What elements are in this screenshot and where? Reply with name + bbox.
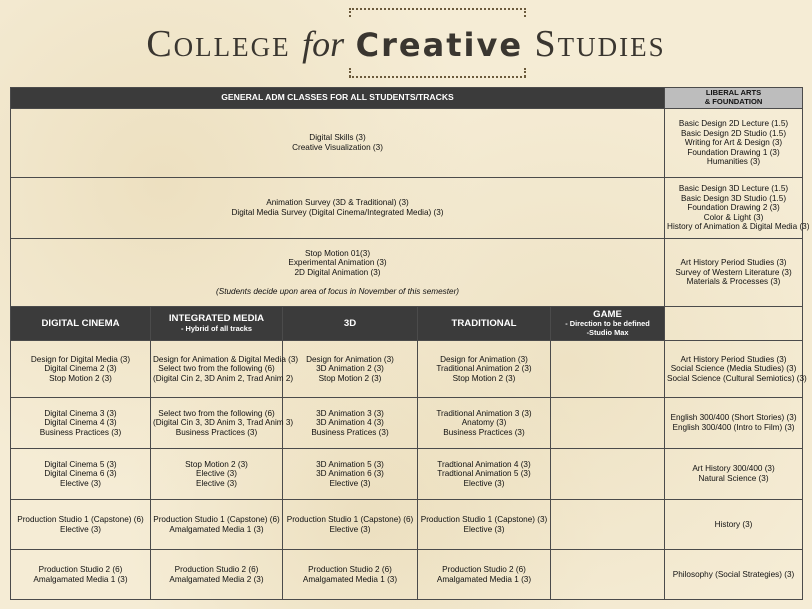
- liberal-arts-header: LIBERAL ARTS & FOUNDATION: [665, 88, 803, 109]
- track-header-3: [418, 307, 551, 341]
- course-line: Business Practices (3): [443, 427, 525, 437]
- course-line: English 300/400 (Intro to Film) (3): [672, 423, 795, 432]
- course-line: Digital Cinema 4 (3): [44, 418, 117, 428]
- track-title: GAME: [593, 308, 622, 320]
- course-line: Digital Cinema 3 (3): [44, 408, 117, 418]
- course-line: Design for Animation & Digital Media (3): [153, 354, 299, 364]
- course-line: Stop Motion 2 (3): [49, 373, 112, 383]
- course-line: Humanities (3): [706, 157, 761, 167]
- liberal-arts-cell: [665, 449, 803, 500]
- course-line: Elective (3): [196, 469, 237, 479]
- page-header: [0, 0, 812, 88]
- course-line: Production Studio 1 (Capstone) (6): [286, 514, 414, 524]
- course-line: Foundation Drawing 2 (3): [687, 203, 780, 213]
- course-line: Elective (3): [463, 478, 505, 488]
- liberal-arts-blank-cell: [665, 307, 803, 341]
- course-line: Digital Skills (3): [309, 133, 366, 143]
- track-row: [11, 550, 803, 600]
- course-line: Experimental Animation (3): [288, 258, 387, 268]
- course-line: Production Studio 2 (6): [174, 564, 259, 574]
- course-line: Tradtional Animation 5 (3): [437, 469, 531, 479]
- course-line: 3D Animation 6 (3): [316, 469, 384, 479]
- course-line: Digital Cinema 5 (3): [44, 459, 117, 469]
- course-line: English 300/400 (Short Stories) (3): [670, 413, 797, 423]
- track-cell: [283, 341, 418, 398]
- course-line: Elective (3): [60, 524, 101, 534]
- track-title: DIGITAL CINEMA: [41, 317, 120, 329]
- title-for: for: [302, 24, 345, 64]
- general-row: [11, 109, 803, 178]
- track-cell: [551, 449, 665, 500]
- track-cell: [151, 449, 283, 500]
- course-line: Creative Visualization (3): [292, 143, 383, 152]
- track-header-0: [11, 307, 151, 341]
- liberal-arts-cell: [665, 550, 803, 600]
- course-line: Business Pratices (3): [311, 427, 389, 437]
- track-header-4: [551, 307, 665, 341]
- course-line: Amalgamated Media 1 (3): [436, 574, 532, 584]
- track-cell: [11, 341, 151, 398]
- course-line: Basic Design 3D Studio (1.5): [680, 193, 787, 203]
- course-line: Select two from the following (6): [158, 408, 275, 418]
- track-cell: [418, 398, 551, 449]
- course-line: Elective (3): [463, 524, 505, 534]
- track-cell: [418, 449, 551, 500]
- track-cell: [551, 500, 665, 550]
- course-line: Basic Design 3D Lecture (1.5): [678, 184, 789, 194]
- course-line: Production Studio 2 (6): [38, 564, 123, 574]
- course-line: Color & Light (3): [703, 212, 764, 222]
- track-cell: [283, 550, 418, 600]
- track-cell: [151, 341, 299, 398]
- liberal-arts-cell: [665, 341, 807, 398]
- track-cell: [11, 449, 151, 500]
- course-line: Basic Design 2D Studio (1.5): [680, 128, 787, 138]
- course-line: Production Studio 1 (Capstone) (6): [17, 514, 144, 524]
- course-line: Art History Period Studies (3): [680, 354, 787, 364]
- track-title: TRADITIONAL: [451, 317, 517, 329]
- track-cell: [283, 500, 418, 550]
- track-subtitle: - Hybrid of all tracks: [180, 323, 253, 333]
- course-line: 3D Animation 4 (3): [316, 418, 384, 428]
- general-classes-cell: [11, 178, 665, 239]
- course-line: Amalgamated Media 1 (3): [302, 574, 398, 584]
- course-line: Social Science (Media Studies) (3): [670, 364, 797, 374]
- course-line: Traditional Animation 3 (3): [436, 408, 532, 418]
- course-line: Production Studio 1 (Capstone) (6): [153, 514, 280, 524]
- title-studies: Studies: [534, 23, 666, 65]
- track-cell: [418, 500, 551, 550]
- course-line: Production Studio 2 (6): [442, 564, 526, 574]
- track-title: 3D: [343, 317, 357, 329]
- track-cell: [551, 341, 665, 398]
- track-cell: [11, 398, 151, 449]
- course-line: Digital Cinema 6 (3): [44, 469, 117, 479]
- course-line: Basic Design 2D Lecture (1.5): [678, 119, 789, 129]
- liberal-arts-cell: [665, 398, 803, 449]
- track-subtitle: -Studio Max: [586, 328, 629, 338]
- track-row: [11, 449, 803, 500]
- track-cell: [283, 449, 418, 500]
- track-row: [11, 341, 803, 398]
- course-line: Amalgamated Media 1 (3): [33, 574, 128, 584]
- track-cell: [151, 550, 283, 600]
- course-line: Foundation Drawing 1 (3): [687, 147, 780, 157]
- title-college: College: [146, 23, 291, 65]
- college-title: [0, 22, 812, 66]
- course-line: 3D Animation 2 (3): [316, 364, 384, 374]
- course-line: Elective (3): [196, 478, 237, 488]
- general-classes-cell: [11, 109, 665, 178]
- curriculum-table: [10, 87, 810, 600]
- track-header-row: [11, 307, 803, 341]
- general-classes-header: GENERAL ADM CLASSES FOR ALL STUDENTS/TRACKS: [11, 88, 665, 109]
- course-line: Business Practices (3): [175, 427, 258, 437]
- course-line: Stop Motion 2 (3): [452, 373, 516, 383]
- course-line: Elective (3): [329, 524, 371, 534]
- course-line: Stop Motion 2 (3): [318, 373, 382, 383]
- course-line: Select two from the following (6): [158, 364, 275, 374]
- course-line: Amalgamated Media 2 (3): [169, 574, 264, 584]
- course-line: Anatomy (3): [461, 418, 507, 428]
- course-line: 2D Digital Animation (3): [294, 268, 381, 277]
- track-cell: [151, 398, 294, 449]
- focus-note: (Students decide upon area of focus in November of this semester): [216, 286, 460, 296]
- course-line: Production Studio 2 (6): [308, 564, 392, 574]
- course-line: Design for Animation (3): [306, 354, 394, 364]
- liberal-arts-cell: [665, 109, 803, 178]
- track-cell: [11, 500, 151, 550]
- course-line: Natural Science (3): [698, 474, 769, 483]
- course-line: 3D Animation 5 (3): [316, 459, 384, 469]
- course-line: Elective (3): [60, 478, 101, 488]
- track-cell: [551, 398, 665, 449]
- course-line: Digital Cinema 2 (3): [44, 364, 117, 374]
- track-cell: [418, 341, 551, 398]
- bottom-dotted-ornament: [349, 68, 526, 80]
- course-line: Design for Animation (3): [440, 354, 528, 364]
- course-line: Stop Motion 2 (3): [185, 459, 248, 469]
- top-dotted-ornament: [349, 6, 526, 18]
- course-line: Writing for Art & Design (3): [684, 138, 783, 148]
- track-cell: [11, 550, 151, 600]
- track-cell: [551, 550, 665, 600]
- course-line: Business Practices (3): [39, 427, 122, 437]
- track-cell: [418, 550, 551, 600]
- course-line: Art History Period Studies (3): [680, 258, 787, 268]
- course-line: History (3): [714, 519, 753, 529]
- liberal-arts-cell: [665, 239, 803, 307]
- liberal-arts-cell: [665, 500, 803, 550]
- course-line: Digital Media Survey (Digital Cinema/Integrated Media) (3): [231, 208, 444, 217]
- track-cell: [283, 398, 418, 449]
- course-line: Philosophy (Social Strategies) (3): [672, 569, 795, 579]
- course-line: (Digital Cin 3, 3D Anim 3, Trad Anim 3): [153, 418, 294, 428]
- course-line: Materials & Processes (3): [686, 277, 781, 287]
- course-line: Stop Motion 01(3): [304, 248, 371, 258]
- track-subtitle: - Direction to be defined: [565, 319, 650, 329]
- course-line: Production Studio 1 (Capstone) (3): [420, 514, 548, 524]
- general-row: [11, 178, 803, 239]
- course-line: Elective (3): [329, 478, 371, 488]
- course-line: Art History 300/400 (3): [692, 464, 775, 474]
- course-line: Amalgamated Media 1 (3): [169, 524, 264, 534]
- course-line: Traditional Animation 2 (3): [436, 364, 532, 374]
- course-line: Animation Survey (3D & Traditional) (3): [266, 198, 409, 208]
- track-row: [11, 398, 803, 449]
- track-cell: [151, 500, 283, 550]
- course-line: Design for Digital Media (3): [30, 354, 131, 364]
- liberal-arts-cell: [665, 178, 810, 239]
- title-creative: Creative: [355, 26, 524, 64]
- course-line: 3D Animation 3 (3): [316, 408, 384, 418]
- general-row: [11, 239, 803, 307]
- course-line: Social Science (Cultural Semiotics) (3): [667, 373, 807, 383]
- course-line: Survey of Western Literature (3): [675, 267, 792, 277]
- course-line: History of Animation & Digital Media (3): [667, 222, 810, 232]
- course-line: (Digital Cin 2, 3D Anim 2, Trad Anim 2): [153, 373, 294, 383]
- course-line: Tradtional Animation 4 (3): [437, 459, 531, 469]
- track-header-1: [151, 307, 283, 341]
- track-title: INTEGRATED MEDIA: [168, 313, 265, 325]
- track-header-2: [283, 307, 418, 341]
- track-row: [11, 500, 803, 550]
- general-classes-cell: [11, 239, 665, 307]
